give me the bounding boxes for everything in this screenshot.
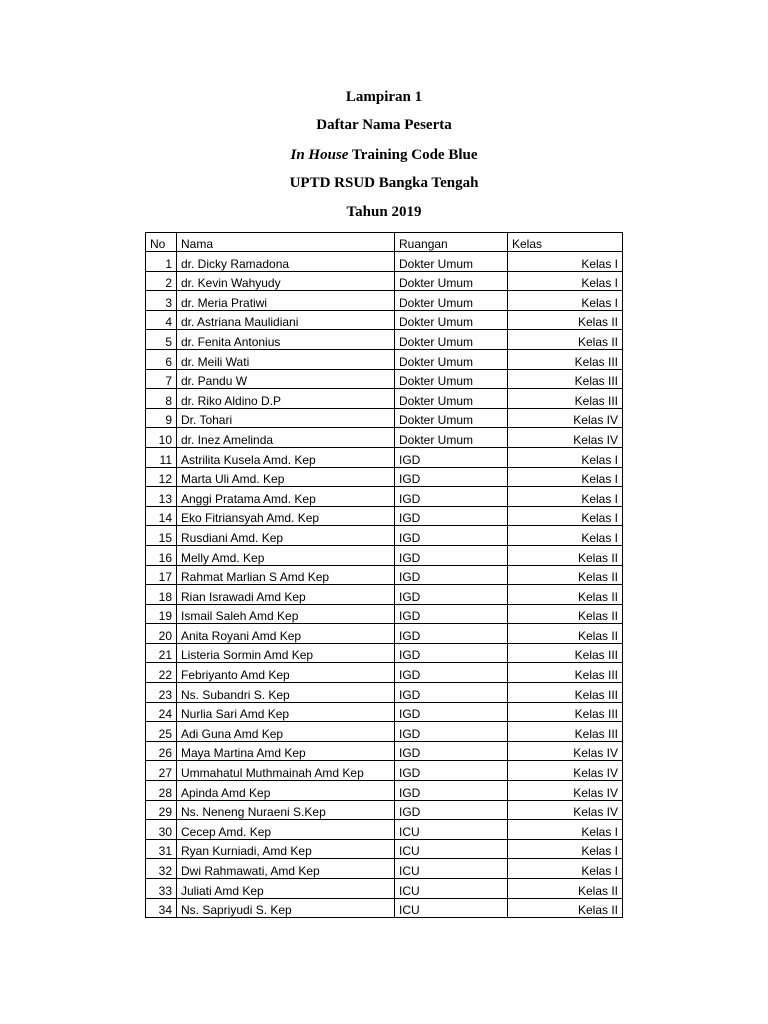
cell-nama: Ismail Saleh Amd Kep xyxy=(177,604,395,624)
cell-nama: Eko Fitriansyah Amd. Kep xyxy=(177,506,395,526)
table-header-row xyxy=(146,233,623,252)
cell-no: 22 xyxy=(146,663,177,683)
table-row xyxy=(146,683,623,703)
cell-no: 11 xyxy=(146,447,177,467)
cell-nama: Ryan Kurniadi, Amd Kep xyxy=(177,839,395,859)
cell-ruangan: IGD xyxy=(395,663,508,683)
cell-kelas: Kelas III xyxy=(508,663,623,683)
table-row xyxy=(146,389,623,409)
training-title-rest: Training Code Blue xyxy=(348,147,478,163)
cell-kelas: Kelas IV xyxy=(508,800,623,820)
cell-ruangan: Dokter Umum xyxy=(395,369,508,389)
cell-ruangan: Dokter Umum xyxy=(395,252,508,272)
cell-nama: Ns. Neneng Nuraeni S.Kep xyxy=(177,800,395,820)
cell-kelas: Kelas III xyxy=(508,722,623,742)
cell-nama: Rahmat Marlian S Amd Kep xyxy=(177,565,395,585)
cell-ruangan: IGD xyxy=(395,624,508,644)
cell-no: 7 xyxy=(146,369,177,389)
table-row xyxy=(146,859,623,879)
cell-nama: Adi Guna Amd Kep xyxy=(177,722,395,742)
cell-ruangan: Dokter Umum xyxy=(395,291,508,311)
table-row xyxy=(146,506,623,526)
cell-ruangan: IGD xyxy=(395,761,508,781)
cell-kelas: Kelas II xyxy=(508,565,623,585)
table-row xyxy=(146,741,623,761)
cell-ruangan: ICU xyxy=(395,820,508,840)
cell-ruangan: IGD xyxy=(395,741,508,761)
cell-no: 12 xyxy=(146,467,177,487)
cell-nama: dr. Pandu W xyxy=(177,369,395,389)
cell-kelas: Kelas IV xyxy=(508,761,623,781)
table-row xyxy=(146,291,623,311)
table-row xyxy=(146,428,623,448)
cell-kelas: Kelas I xyxy=(508,291,623,311)
participants-table xyxy=(145,232,623,918)
cell-no: 30 xyxy=(146,820,177,840)
cell-kelas: Kelas II xyxy=(508,604,623,624)
cell-kelas: Kelas I xyxy=(508,252,623,272)
cell-no: 4 xyxy=(146,310,177,330)
cell-ruangan: IGD xyxy=(395,781,508,801)
cell-kelas: Kelas I xyxy=(508,271,623,291)
cell-no: 21 xyxy=(146,643,177,663)
cell-kelas: Kelas II xyxy=(508,585,623,605)
cell-no: 16 xyxy=(146,545,177,565)
cell-kelas: Kelas III xyxy=(508,389,623,409)
cell-no: 25 xyxy=(146,722,177,742)
cell-nama: Juliati Amd Kep xyxy=(177,879,395,899)
cell-ruangan: IGD xyxy=(395,506,508,526)
table-row xyxy=(146,663,623,683)
cell-no: 15 xyxy=(146,526,177,546)
cell-no: 2 xyxy=(146,271,177,291)
cell-ruangan: IGD xyxy=(395,447,508,467)
cell-no: 6 xyxy=(146,349,177,369)
cell-nama: Dwi Rahmawati, Amd Kep xyxy=(177,859,395,879)
table-row xyxy=(146,722,623,742)
cell-nama: dr. Inez Amelinda xyxy=(177,428,395,448)
cell-kelas: Kelas III xyxy=(508,643,623,663)
cell-no: 29 xyxy=(146,800,177,820)
cell-ruangan: ICU xyxy=(395,859,508,879)
cell-ruangan: Dokter Umum xyxy=(395,408,508,428)
table-row xyxy=(146,252,623,272)
cell-nama: Melly Amd. Kep xyxy=(177,545,395,565)
training-title-italic: In House xyxy=(290,147,349,163)
table-row xyxy=(146,487,623,507)
cell-kelas: Kelas II xyxy=(508,898,623,918)
column-header-ruangan: Ruangan xyxy=(395,233,508,252)
cell-ruangan: IGD xyxy=(395,487,508,507)
table-row xyxy=(146,585,623,605)
cell-kelas: Kelas I xyxy=(508,526,623,546)
cell-kelas: Kelas II xyxy=(508,879,623,899)
cell-no: 13 xyxy=(146,487,177,507)
cell-ruangan: IGD xyxy=(395,467,508,487)
cell-nama: Marta Uli Amd. Kep xyxy=(177,467,395,487)
cell-kelas: Kelas I xyxy=(508,859,623,879)
table-row xyxy=(146,447,623,467)
cell-nama: Rusdiani Amd. Kep xyxy=(177,526,395,546)
table-row xyxy=(146,702,623,722)
cell-no: 8 xyxy=(146,389,177,409)
table-row xyxy=(146,565,623,585)
table-row xyxy=(146,898,623,918)
cell-kelas: Kelas I xyxy=(508,820,623,840)
table-row xyxy=(146,271,623,291)
cell-kelas: Kelas I xyxy=(508,447,623,467)
year-title: Tahun 2019 xyxy=(346,204,422,220)
table-row xyxy=(146,467,623,487)
training-title xyxy=(0,145,768,165)
cell-nama: dr. Riko Aldino D.P xyxy=(177,389,395,409)
cell-ruangan: IGD xyxy=(395,604,508,624)
cell-kelas: Kelas I xyxy=(508,467,623,487)
table-row xyxy=(146,526,623,546)
institution-title: UPTD RSUD Bangka Tengah xyxy=(289,175,479,191)
cell-ruangan: IGD xyxy=(395,722,508,742)
cell-ruangan: IGD xyxy=(395,702,508,722)
cell-no: 9 xyxy=(146,408,177,428)
table-row xyxy=(146,408,623,428)
column-header-kelas: Kelas xyxy=(508,233,623,252)
cell-kelas: Kelas I xyxy=(508,506,623,526)
cell-nama: Anita Royani Amd Kep xyxy=(177,624,395,644)
table-row xyxy=(146,879,623,899)
table-row xyxy=(146,820,623,840)
cell-kelas: Kelas II xyxy=(508,330,623,350)
cell-ruangan: IGD xyxy=(395,643,508,663)
cell-kelas: Kelas II xyxy=(508,545,623,565)
cell-nama: Ns. Sapriyudi S. Kep xyxy=(177,898,395,918)
cell-nama: Ummahatul Muthmainah Amd Kep xyxy=(177,761,395,781)
cell-kelas: Kelas III xyxy=(508,702,623,722)
cell-no: 26 xyxy=(146,741,177,761)
cell-nama: Nurlia Sari Amd Kep xyxy=(177,702,395,722)
cell-no: 33 xyxy=(146,879,177,899)
cell-ruangan: IGD xyxy=(395,585,508,605)
cell-no: 31 xyxy=(146,839,177,859)
column-header-no: No xyxy=(146,233,177,252)
table-row xyxy=(146,800,623,820)
cell-no: 24 xyxy=(146,702,177,722)
cell-nama: Maya Martina Amd Kep xyxy=(177,741,395,761)
table-row xyxy=(146,604,623,624)
cell-nama: dr. Dicky Ramadona xyxy=(177,252,395,272)
cell-nama: Ns. Subandri S. Kep xyxy=(177,683,395,703)
cell-kelas: Kelas IV xyxy=(508,428,623,448)
cell-kelas: Kelas IV xyxy=(508,408,623,428)
cell-nama: Febriyanto Amd Kep xyxy=(177,663,395,683)
cell-ruangan: IGD xyxy=(395,800,508,820)
cell-kelas: Kelas IV xyxy=(508,741,623,761)
cell-kelas: Kelas III xyxy=(508,369,623,389)
cell-ruangan: ICU xyxy=(395,839,508,859)
cell-nama: dr. Meria Pratiwi xyxy=(177,291,395,311)
cell-nama: Astrilita Kusela Amd. Kep xyxy=(177,447,395,467)
cell-ruangan: IGD xyxy=(395,565,508,585)
cell-ruangan: Dokter Umum xyxy=(395,349,508,369)
cell-no: 5 xyxy=(146,330,177,350)
table-row xyxy=(146,839,623,859)
table-row xyxy=(146,761,623,781)
cell-kelas: Kelas II xyxy=(508,310,623,330)
cell-ruangan: Dokter Umum xyxy=(395,428,508,448)
attachment-title: Lampiran 1 xyxy=(345,89,423,105)
cell-ruangan: ICU xyxy=(395,898,508,918)
cell-nama: dr. Astriana Maulidiani xyxy=(177,310,395,330)
cell-ruangan: IGD xyxy=(395,683,508,703)
cell-no: 10 xyxy=(146,428,177,448)
cell-ruangan: Dokter Umum xyxy=(395,310,508,330)
table-row xyxy=(146,624,623,644)
cell-kelas: Kelas II xyxy=(508,624,623,644)
cell-nama: Dr. Tohari xyxy=(177,408,395,428)
cell-nama: Anggi Pratama Amd. Kep xyxy=(177,487,395,507)
cell-no: 3 xyxy=(146,291,177,311)
cell-nama: Apinda Amd Kep xyxy=(177,781,395,801)
table-body xyxy=(146,252,623,918)
cell-nama: dr. Meili Wati xyxy=(177,349,395,369)
cell-kelas: Kelas I xyxy=(508,839,623,859)
cell-ruangan: ICU xyxy=(395,879,508,899)
cell-no: 1 xyxy=(146,252,177,272)
cell-no: 32 xyxy=(146,859,177,879)
table-row xyxy=(146,781,623,801)
table-row xyxy=(146,330,623,350)
cell-ruangan: IGD xyxy=(395,545,508,565)
table-row xyxy=(146,369,623,389)
cell-ruangan: Dokter Umum xyxy=(395,271,508,291)
cell-no: 17 xyxy=(146,565,177,585)
cell-nama: Rian Israwadi Amd Kep xyxy=(177,585,395,605)
cell-nama: dr. Fenita Antonius xyxy=(177,330,395,350)
cell-ruangan: IGD xyxy=(395,526,508,546)
cell-no: 19 xyxy=(146,604,177,624)
table-row xyxy=(146,310,623,330)
cell-kelas: Kelas IV xyxy=(508,781,623,801)
cell-no: 18 xyxy=(146,585,177,605)
cell-no: 20 xyxy=(146,624,177,644)
cell-no: 28 xyxy=(146,781,177,801)
cell-nama: dr. Kevin Wahyudy xyxy=(177,271,395,291)
cell-kelas: Kelas I xyxy=(508,487,623,507)
cell-kelas: Kelas III xyxy=(508,683,623,703)
cell-kelas: Kelas III xyxy=(508,349,623,369)
cell-no: 14 xyxy=(146,506,177,526)
table-row xyxy=(146,349,623,369)
cell-no: 23 xyxy=(146,683,177,703)
cell-ruangan: Dokter Umum xyxy=(395,389,508,409)
cell-no: 27 xyxy=(146,761,177,781)
cell-nama: Cecep Amd. Kep xyxy=(177,820,395,840)
cell-nama: Listeria Sormin Amd Kep xyxy=(177,643,395,663)
table-row xyxy=(146,643,623,663)
document-title: Daftar Nama Peserta xyxy=(316,117,452,133)
column-header-nama: Nama xyxy=(177,233,395,252)
table-row xyxy=(146,545,623,565)
cell-no: 34 xyxy=(146,898,177,918)
cell-ruangan: Dokter Umum xyxy=(395,330,508,350)
